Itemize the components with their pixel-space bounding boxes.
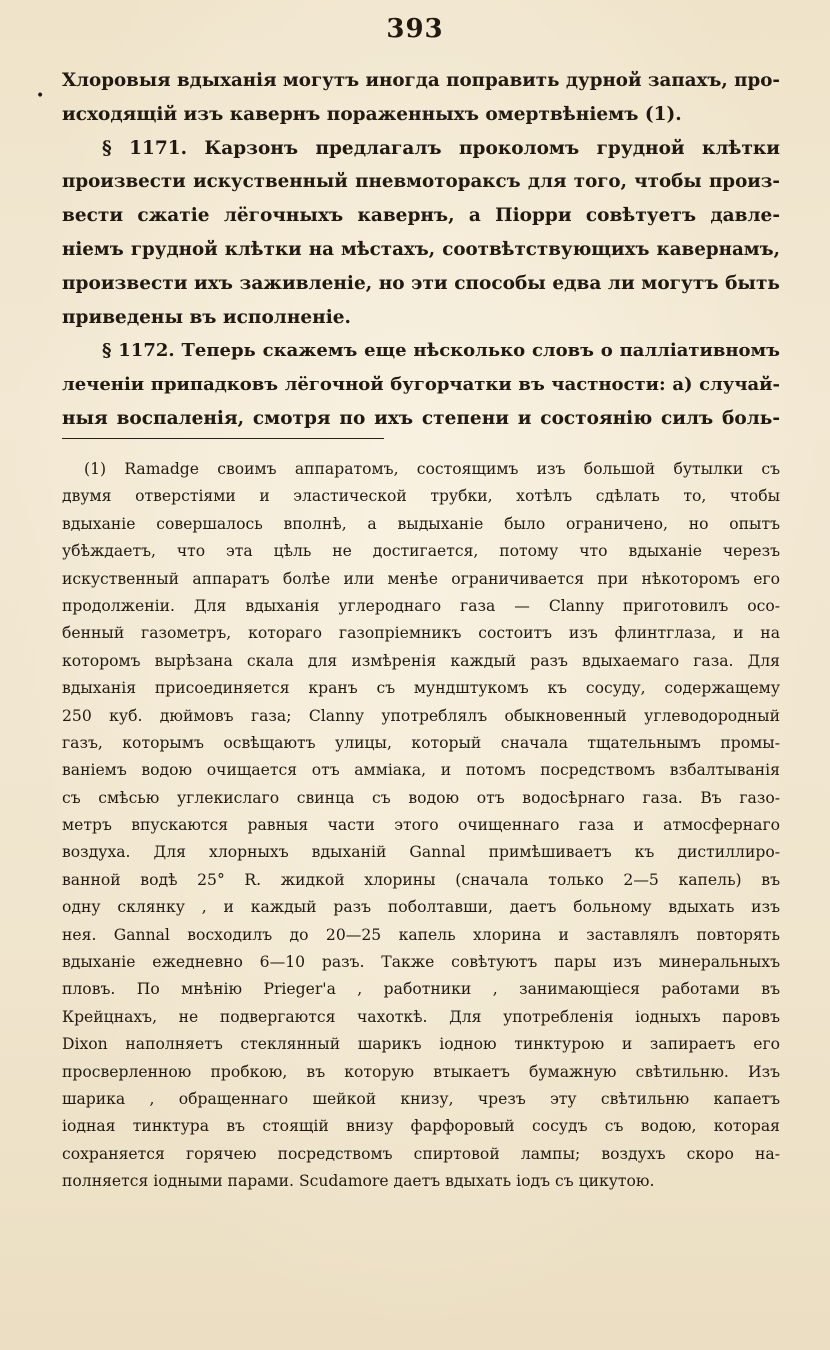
footnote-line: убѣждаетъ, что эта цѣль не достигается, потому что вдыханіе черезъ (62, 542, 780, 561)
footnote-line: полняется іодными парами. Scudamore даетъ вдыхать іодъ съ цикутою. (62, 1172, 655, 1191)
footnote-line: искуственный аппаратъ болѣе или менѣе ограничивается при нѣкоторомъ его (62, 569, 780, 588)
main-line-section-1171: § 1171. Карзонъ предлагалъ проколомъ грудной клѣтки (102, 137, 780, 159)
main-line: ніемъ грудной клѣтки на мѣстахъ, соотвѣтствующихъ кавернамъ, (62, 238, 780, 260)
footnote-line: двумя отверстіями и эластической трубки, хотѣлъ сдѣлать то, чтобы (62, 487, 780, 506)
margin-mark: • (36, 88, 45, 104)
footnote-line: вдыханіе совершалось вполнѣ, а выдыханіе было ограничено, но опытъ (62, 514, 780, 533)
footnote-line: бенный газометръ, котораго газопріемникъ состоитъ изъ флинтглаза, и на (62, 624, 780, 643)
footnote-line: вдыханія присоединяется кранъ съ мундштукомъ къ сосуду, содержащему (62, 679, 780, 698)
footnote-line: (1) Ramadge своимъ аппаратомъ, состоящимъ изъ большой бутылки съ (84, 460, 780, 478)
footnote-line: метръ впускаются равныя части этого очищеннаго газа и атмосфернаго (62, 816, 780, 835)
page-number: 393 (386, 14, 444, 44)
main-line: произвести искуственный пневмотораксъ для того, чтобы произ- (62, 171, 780, 193)
footnote-line: просверленною пробкою, въ которую втыкаетъ бумажную свѣтильню. Изъ (62, 1062, 780, 1081)
main-line: леченіи припадковъ лёгочной бугорчатки въ частности: а) случай- (62, 374, 780, 396)
footnote-line: ваніемъ водою очищается отъ амміака, и потомъ посредствомъ взбалтыванія (62, 761, 780, 780)
main-body-text (62, 64, 780, 436)
footnote-line: воздуха. Для хлорныхъ вдыханій Gannal примѣшиваетъ къ дистиллиро- (62, 843, 780, 862)
footnote-line: Dixon наполняетъ стеклянный шарикъ іодною тинктурою и запираетъ его (62, 1035, 780, 1054)
footnote-line: сохраняется горячею посредствомъ спиртовой лампы; воздухъ скоро на- (62, 1144, 780, 1163)
footnote-text (62, 456, 780, 1196)
main-line: ныя воспаленія, смотря по ихъ степени и состоянію силъ боль- (62, 407, 780, 429)
main-line: приведены въ исполненіе. (62, 306, 351, 328)
main-line: произвести ихъ заживленіе, но эти способы едва ли могутъ быть (62, 272, 780, 294)
footnote-line: іодная тинктура въ стоящій внизу фарфоровый сосудъ съ водою, которая (62, 1117, 780, 1136)
main-line-section-1172: § 1172. Теперь скажемъ еще нѣсколько словъ о палліативномъ (102, 340, 780, 362)
footnote-line: которомъ вырѣзана скала для измѣренія каждый разъ вдыхаемаго газа. Для (62, 651, 780, 670)
footnote-line: продолженіи. Для вдыханія углероднаго газа — Clanny приготовилъ осо- (62, 596, 780, 615)
footnote-line: пловъ. По мнѣнію Prieger'a , работники , занимающіеся работами въ (62, 980, 780, 999)
footnote-line: нея. Gannal восходилъ до 20—25 капель хлорина и заставлялъ повторять (62, 925, 780, 944)
footnote-line: вдыханіе ежедневно 6—10 разъ. Также совѣтуютъ пары изъ минеральныхъ (62, 953, 780, 972)
footnote-line: газъ, которымъ освѣщаютъ улицы, который сначала тщательнымъ промы- (62, 733, 780, 752)
main-line: исходящій изъ кавернъ пораженныхъ омертвѣніемъ (1). (62, 103, 682, 125)
footnote-line: Крейцнахъ, не подвергаются чахоткѣ. Для употребленія іодныхъ паровъ (62, 1007, 780, 1026)
footnote-line: ванной водѣ 25° R. жидкой хлорины (сначала только 2—5 капель) въ (62, 870, 780, 889)
footnote-line: шарика , обращеннаго шейкой книзу, чрезъ эту свѣтильню капаетъ (62, 1089, 780, 1108)
main-line: Хлоровыя вдыханія могутъ иногда поправить дурной запахъ, про- (62, 70, 780, 91)
footnote-line: съ смѣсью углекислаго свинца съ водою отъ водосѣрнаго газа. Въ газо- (62, 788, 780, 807)
footnote-divider (62, 438, 384, 439)
main-line: вести сжатіе лёгочныхъ кавернъ, а Піорри совѣтуетъ давле- (62, 205, 780, 227)
footnote-line: одну склянку , и каждый разъ поболтавши, даетъ больному вдыхать изъ (62, 898, 780, 917)
footnote-line: 250 куб. дюймовъ газа; Clanny употреблялъ обыкновенный углеводородный (62, 706, 780, 725)
